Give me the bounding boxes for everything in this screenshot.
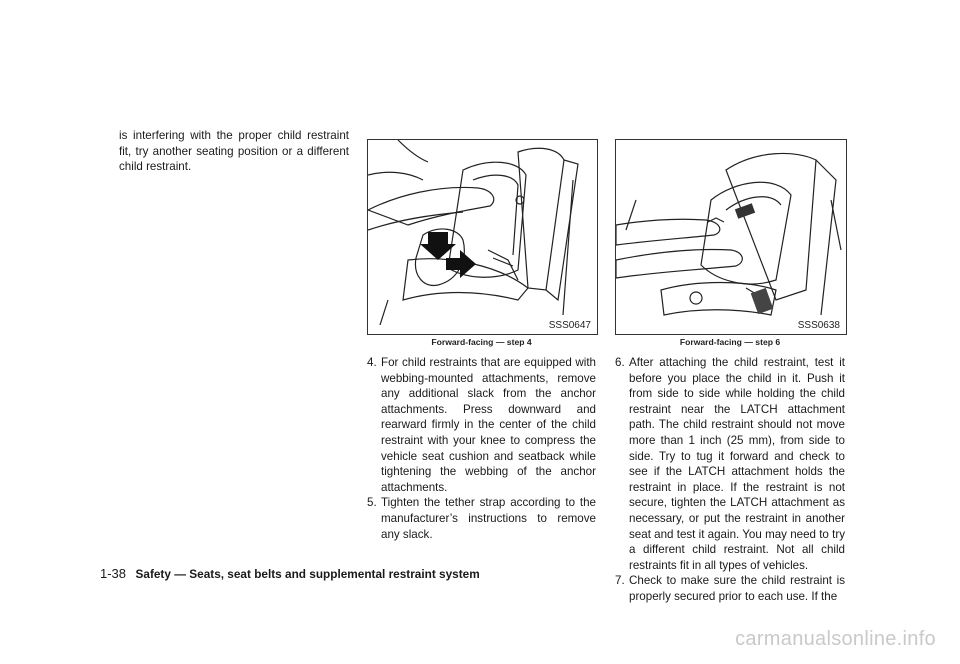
page-footer	[100, 566, 480, 581]
list-item	[615, 573, 845, 604]
step-number: 4.	[367, 356, 377, 369]
watermark: carmanualsonline.info	[735, 628, 936, 650]
steps-column-3	[615, 355, 845, 605]
list-item	[367, 355, 596, 495]
figure-caption: Forward-facing — step 4	[431, 337, 532, 347]
figure-forward-facing-step-6	[615, 139, 847, 335]
step-number: 6.	[615, 356, 625, 369]
illustration-test-restraint-icon	[616, 140, 846, 334]
step-text: Check to make sure the child restraint is properly secured prior to each use. If the	[629, 574, 845, 603]
step-number: 7.	[615, 574, 625, 588]
intro-text: is interfering with the proper child restraint fit, try another seating position or a different child restraint.	[119, 129, 349, 174]
intro-paragraph	[119, 128, 349, 175]
figure-code: SSS0647	[548, 320, 591, 331]
step-number: 5.	[367, 496, 377, 510]
step-text: After attaching the child restraint, test it before you place the child in it. Push it from side to side while holding the child restraint near the LATCH attachment path. The child restraint should not move more than 1 inch (25 mm), from side to side. Try to tug it forward and check to see if the LATCH attachment holds the restraint in place. If the restraint is not secure, tighten the LATCH attachment as necessary, or put the restraint in another seat and test it again. You may need to try a different child restraint. Not all child restraints fit in all types of vehicles.	[629, 356, 845, 572]
step-text: Tighten the tether strap according to the manufacturer’s instructions to remove any slack.	[381, 496, 596, 541]
figure-caption: Forward-facing — step 6	[679, 337, 781, 347]
list-item	[615, 355, 845, 573]
step-text: For child restraints that are equipped with webbing-mounted attachments, remove any additional slack from the anchor attachments. Press downward and rearward firmly in the center of the child restraint with your knee to compress the vehicle seat cushion and seatback while tightening the webbing of the anchor attachments.	[381, 356, 596, 494]
section-title: Safety — Seats, seat belts and supplemental restraint system	[135, 567, 480, 581]
figure-forward-facing-step-4	[367, 139, 598, 335]
page-number: 1-38	[100, 566, 127, 581]
list-item	[367, 495, 596, 542]
figure-code: SSS0638	[797, 320, 840, 331]
illustration-knee-press-icon	[368, 140, 597, 334]
steps-column-2	[367, 355, 596, 542]
